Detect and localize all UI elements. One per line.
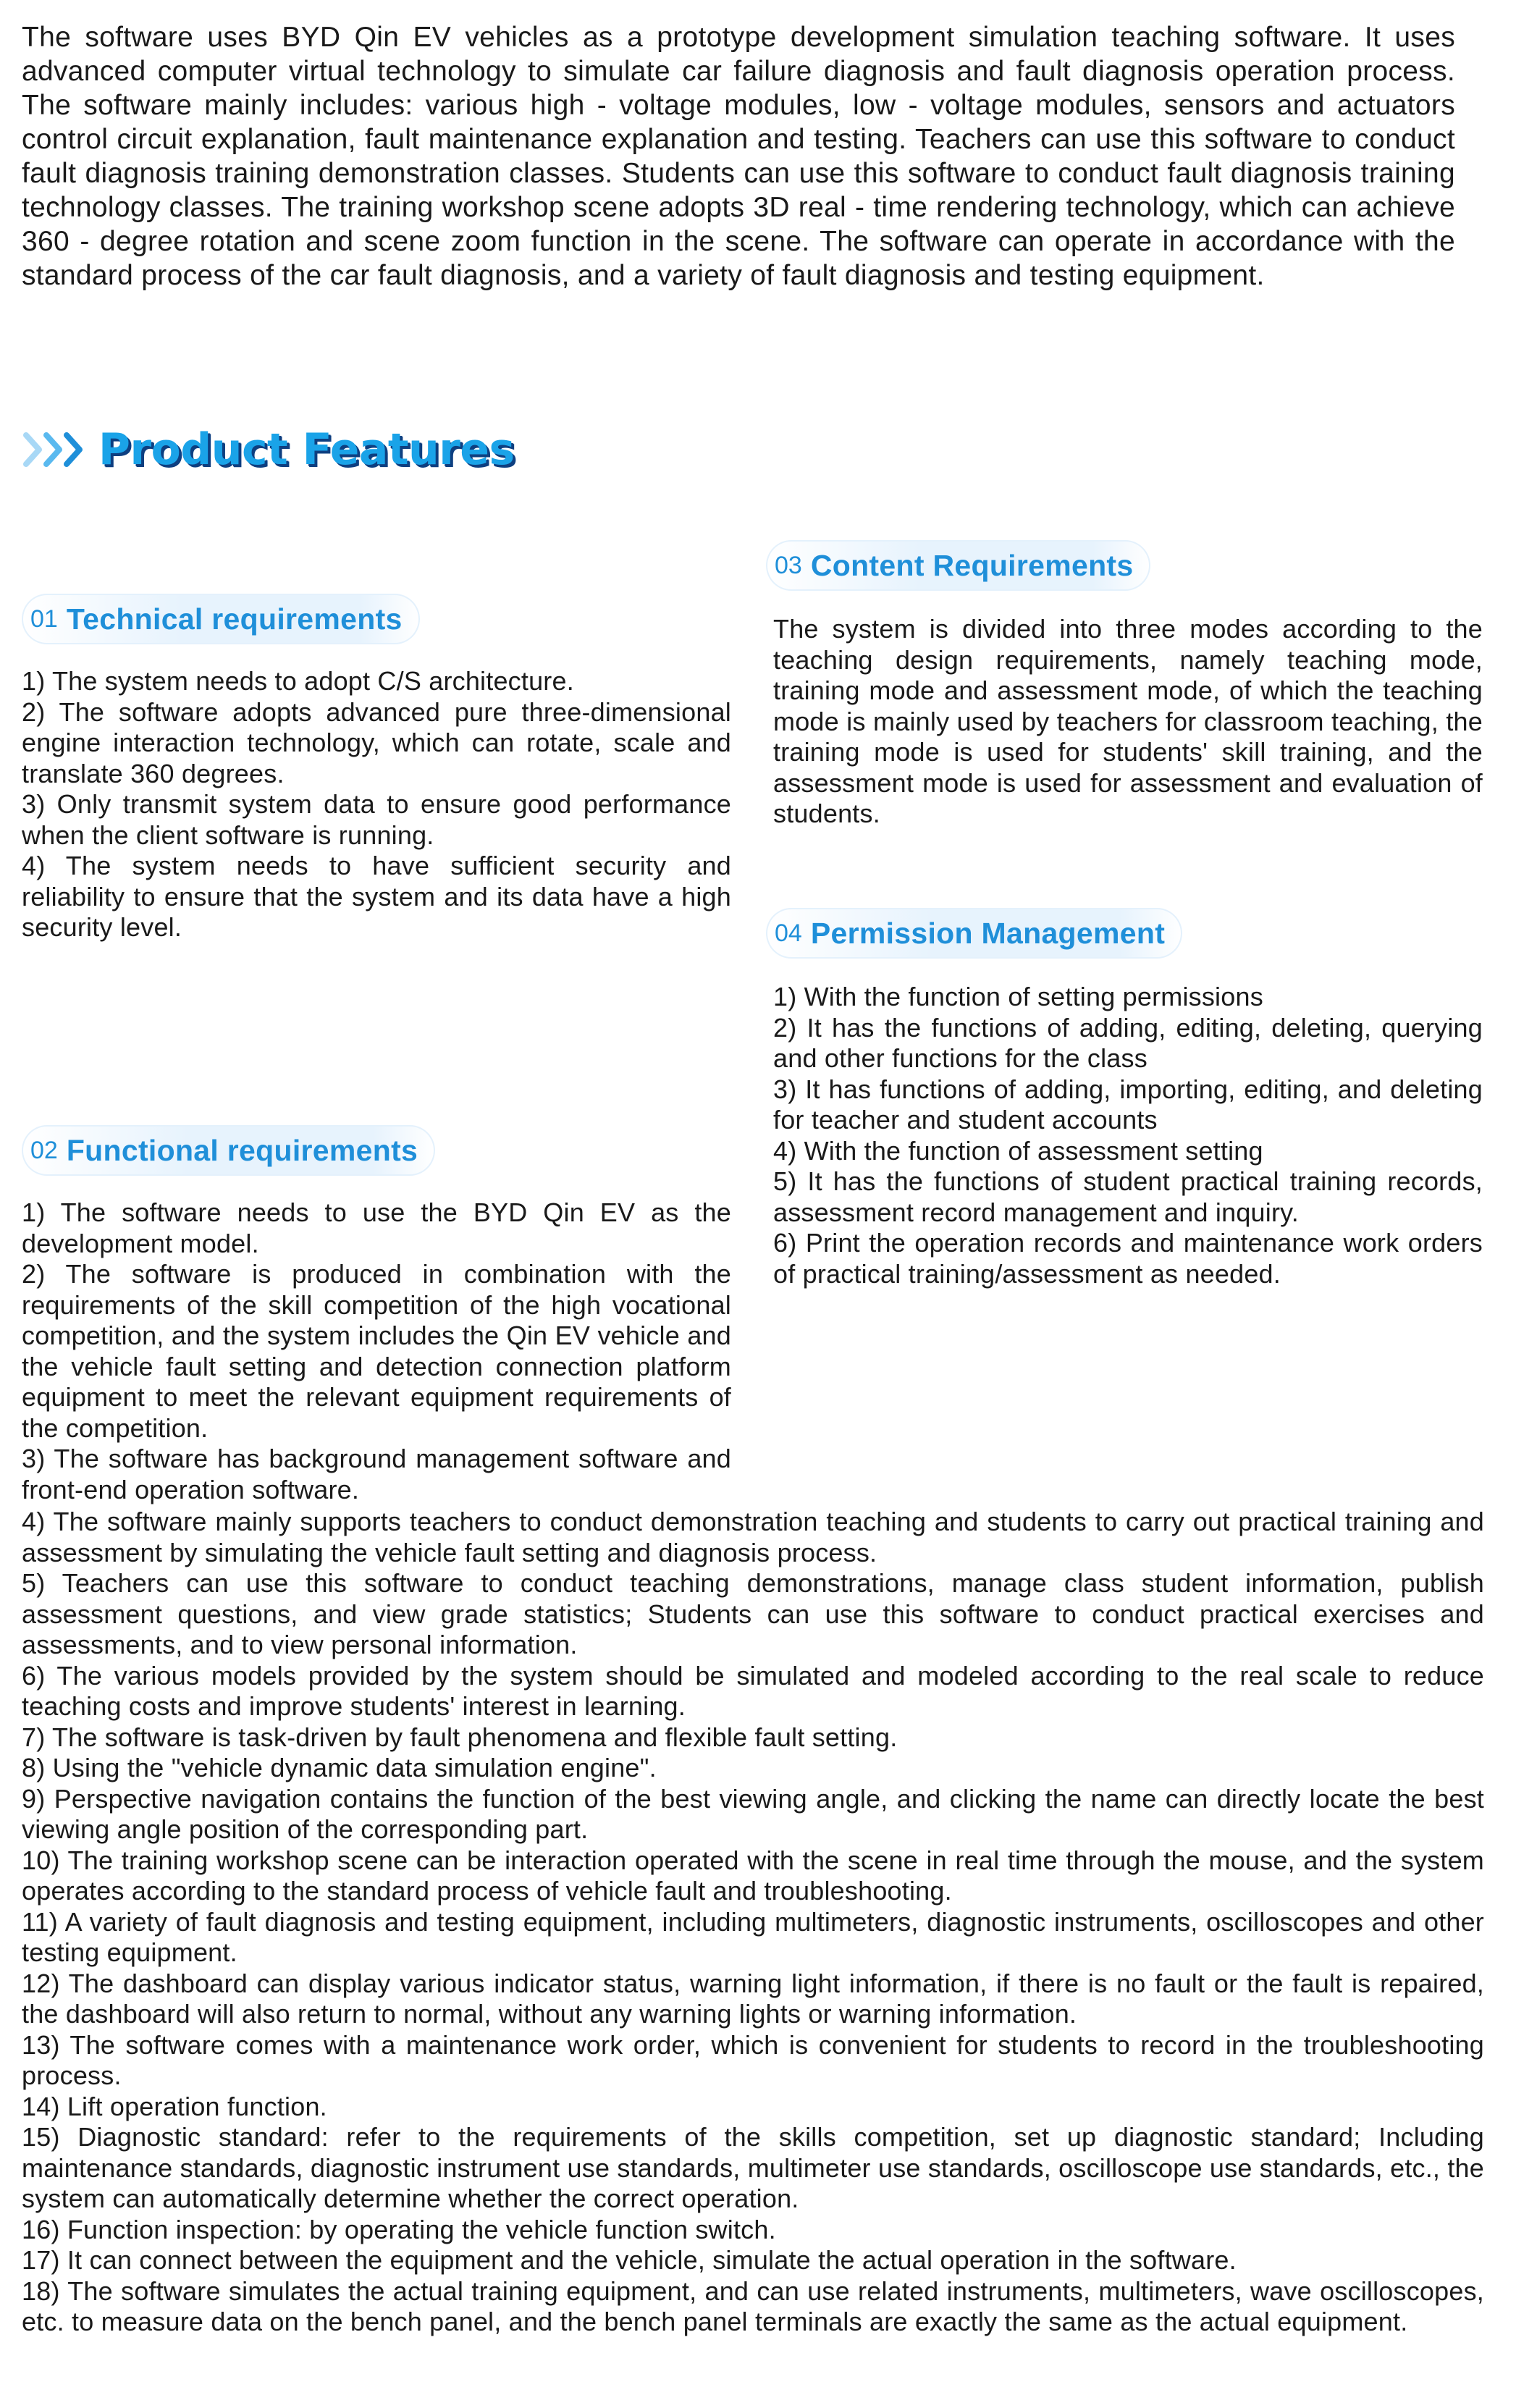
- list-item: 9) Perspective navigation contains the function of the best viewing angle, and clicking the name can directly locate the best viewing angle position of the corresponding part.: [22, 1783, 1484, 1844]
- list-item: 2) The software adopts advanced pure three-dimensional engine interaction technology, which can rotate, scale and translate 360 degrees.: [22, 696, 731, 788]
- list-item: 13) The software comes with a maintenance work order, which is convenient for students to record in the troubleshooting process.: [22, 2029, 1484, 2090]
- features-title: Product Features: [98, 424, 515, 475]
- section-title: Permission Management: [810, 916, 1166, 950]
- list-item: 5) Teachers can use this software to conduct teaching demonstrations, manage class student information, publish assessment questions, and view grade statistics; Students can use this software to conduct practical exercises and assessments, and to view personal information.: [22, 1568, 1484, 1659]
- section-title: Content Requirements: [810, 548, 1134, 582]
- list-item: 1) With the function of setting permissions: [773, 982, 1263, 1011]
- list-item: 4) The system needs to have sufficient security and reliability to ensure that the system and its data have a high security level.: [22, 851, 731, 942]
- list-item: 3) Only transmit system data to ensure good performance when the client software is running.: [22, 789, 731, 850]
- list-item: 2) The software is produced in combination with the requirements of the skill competition of the high vocational competition, and the system includes the Qin EV vehicle and the vehicle fault setting and detection connection platform equipment to meet the relevant equipment requirements of the competition.: [22, 1259, 731, 1443]
- content-body: [773, 614, 1483, 830]
- list-item: 4) The software mainly supports teachers to conduct demonstration teaching and students to carry out practical training and assessment by simulating the vehicle fault setting and diagnosis process.: [22, 1507, 1484, 1567]
- section-header-content: [766, 540, 1150, 591]
- list-item: 3) The software has background management software and front-end operation software.: [22, 1444, 731, 1504]
- section-number: 02: [30, 1136, 58, 1164]
- technical-list: [22, 666, 731, 943]
- section-number: 04: [775, 919, 802, 947]
- list-item: 6) The various models provided by the system should be simulated and modeled according to the real scale to reduce teaching costs and improve students' interest in learning.: [22, 1660, 1484, 1721]
- section-number: 03: [775, 551, 802, 579]
- list-item: 2) It has the functions of adding, editing, deleting, querying and other functions for the class: [773, 1012, 1483, 1073]
- list-item: 1) The software needs to use the BYD Qin EV as the development model.: [22, 1197, 731, 1258]
- list-item: 17) It can connect between the equipment and the vehicle, simulate the actual operation in the software.: [22, 2245, 1237, 2275]
- list-item: 1) The system needs to adopt C/S architecture.: [22, 666, 574, 696]
- list-item: 8) Using the "vehicle dynamic data simulation engine".: [22, 1753, 657, 1782]
- features-heading: [22, 417, 515, 482]
- list-item: 3) It has functions of adding, importing, editing, and deleting for teacher and student accounts: [773, 1074, 1483, 1134]
- list-item: 16) Function inspection: by operating the vehicle function switch.: [22, 2214, 776, 2244]
- chevron-right-icon: [22, 429, 88, 470]
- list-item: 5) It has the functions of student practical training records, assessment record management and inquiry.: [773, 1166, 1483, 1227]
- list-item: 14) Lift operation function.: [22, 2091, 327, 2121]
- list-item: 4) With the function of assessment setting: [773, 1135, 1263, 1166]
- functional-list-wide: [22, 1507, 1484, 2338]
- list-item: 12) The dashboard can display various indicator status, warning light information, if there is no fault or the fault is repaired, the dashboard will also return to normal, without any warning lights or warning information.: [22, 1968, 1484, 2029]
- list-item: 7) The software is task-driven by fault phenomena and flexible fault setting.: [22, 1722, 898, 1752]
- list-item: 11) A variety of fault diagnosis and testing equipment, including multimeters, diagnostic instruments, oscilloscopes and other testing equipment.: [22, 1906, 1484, 1967]
- list-item: 10) The training workshop scene can be interaction operated with the scene in real time through the mouse, and the system operates according to the standard process of vehicle fault and troubleshooting.: [22, 1845, 1484, 1906]
- intro-paragraph: The software uses BYD Qin EV vehicles as a prototype development simulation teaching software. It uses advanced computer virtual technology to simulate car failure diagnosis and fault diagnosis operation process. The software mainly includes: various high - voltage modules, low - voltage modules, sensors and actuators control circuit explanation, fault maintenance explanation and testing. Teachers can use this software to conduct fault diagnosis training demonstration classes. Students can use this software to conduct fault diagnosis training technology classes. The training workshop scene adopts 3D real - time rendering technology, which can achieve 360 - degree rotation and scene zoom function in the scene. The software can operate in accordance with the standard process of the car fault diagnosis, and a variety of fault diagnosis and testing equipment.: [22, 22, 1455, 291]
- list-item: 15) Diagnostic standard: refer to the requirements of the skills competition, set up diagnostic standard; Including maintenance standards, diagnostic instrument use standards, multimeter use standards, oscilloscope use standards, etc., the system can automatically determine whether the correct operation.: [22, 2122, 1484, 2213]
- content-paragraph: The system is divided into three modes according to the teaching design requirements, namely teaching mode, training mode and assessment mode, of which the teaching mode is mainly used by teachers for classroom teaching, the training mode is used for students' skill training, and the assessment mode is used for assessment and evaluation of students.: [773, 614, 1483, 828]
- section-number: 01: [30, 605, 58, 633]
- list-item: 6) Print the operation records and maintenance work orders of practical training/assessment as needed.: [773, 1228, 1483, 1289]
- section-header-technical: [22, 594, 420, 644]
- section-title: Technical requirements: [66, 602, 403, 636]
- permission-list: [773, 982, 1483, 1289]
- functional-list-narrow: [22, 1197, 731, 1505]
- list-item: 18) The software simulates the actual training equipment, and can use related instruments, multimeters, wave oscilloscopes, etc. to measure data on the bench panel, and the bench panel terminals are exactly the same as the actual equipment.: [22, 2276, 1484, 2336]
- section-header-functional: [22, 1125, 435, 1176]
- section-header-permission: [766, 908, 1182, 959]
- section-title: Functional requirements: [66, 1133, 418, 1167]
